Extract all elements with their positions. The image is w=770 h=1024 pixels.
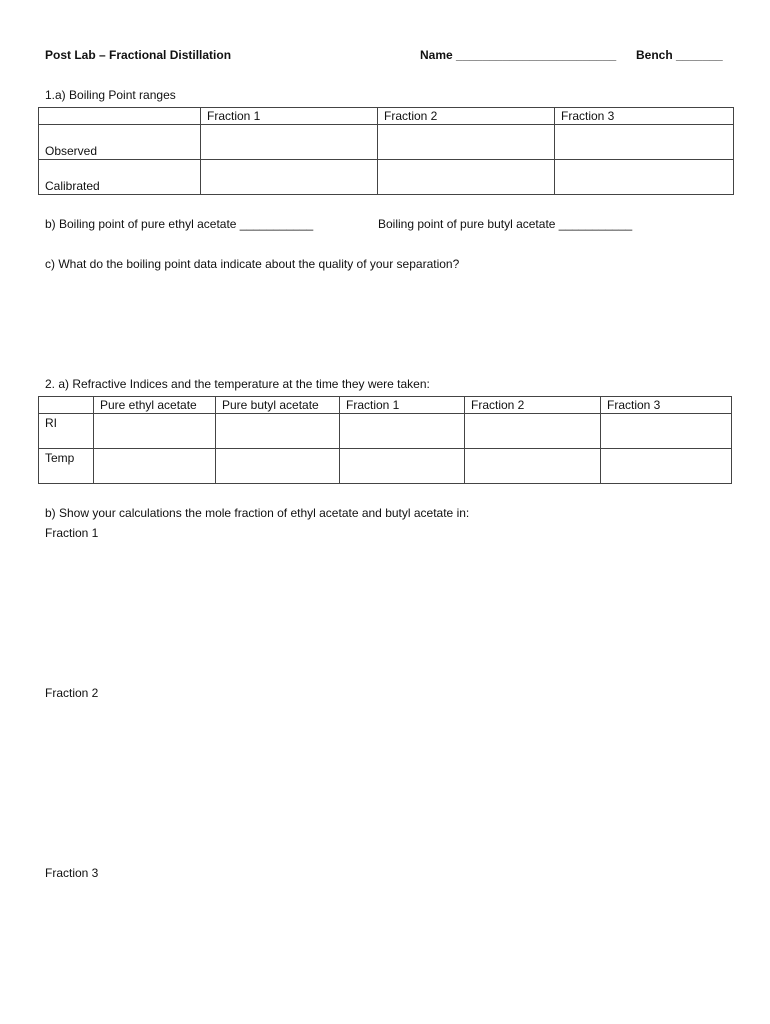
temp-fraction-2-cell[interactable] <box>465 449 601 484</box>
worksheet-title: Post Lab – Fractional Distillation <box>45 48 232 62</box>
q1b-ethyl-acetate-bp[interactable]: b) Boiling point of pure ethyl acetate ___________ <box>45 217 314 231</box>
table-header-cell: Fraction 2 <box>378 108 555 125</box>
observed-fraction-1-cell[interactable] <box>201 125 378 160</box>
bench-field[interactable]: Bench _______ <box>636 48 723 62</box>
q2b-question: b) Show your calculations the mole fraction of ethyl acetate and butyl acetate in: <box>45 506 470 520</box>
fraction-1-label: Fraction 1 <box>45 526 99 540</box>
name-field[interactable]: Name ________________________ <box>420 48 617 62</box>
table-header-cell <box>39 108 201 125</box>
ri-fraction-2-cell[interactable] <box>465 414 601 449</box>
fraction-3-label: Fraction 3 <box>45 866 99 880</box>
table-header-row <box>39 108 734 125</box>
row-label-ri: RI <box>39 414 94 449</box>
table-header-cell <box>39 397 94 414</box>
calibrated-fraction-3-cell[interactable] <box>555 160 734 195</box>
q2a-heading: 2. a) Refractive Indices and the temperature at the time they were taken: <box>45 377 430 391</box>
q1a-heading: 1.a) Boiling Point ranges <box>45 88 176 102</box>
ri-pure-butyl-acetate-cell[interactable] <box>216 414 340 449</box>
table-header-cell: Fraction 3 <box>555 108 734 125</box>
calibrated-fraction-2-cell[interactable] <box>378 160 555 195</box>
row-label-calibrated: Calibrated <box>39 160 201 195</box>
table-header-cell: Fraction 1 <box>201 108 378 125</box>
table-row <box>39 414 732 449</box>
row-label-observed: Observed <box>39 125 201 160</box>
observed-fraction-2-cell[interactable] <box>378 125 555 160</box>
table-header-cell: Fraction 3 <box>601 397 732 414</box>
table-header-row <box>39 397 732 414</box>
table-header-cell: Pure butyl acetate <box>216 397 340 414</box>
table-header-cell: Fraction 1 <box>340 397 465 414</box>
temp-fraction-3-cell[interactable] <box>601 449 732 484</box>
ri-fraction-1-cell[interactable] <box>340 414 465 449</box>
observed-fraction-3-cell[interactable] <box>555 125 734 160</box>
fraction-2-label: Fraction 2 <box>45 686 99 700</box>
boiling-point-table <box>38 107 734 195</box>
temp-pure-ethyl-acetate-cell[interactable] <box>94 449 216 484</box>
ri-pure-ethyl-acetate-cell[interactable] <box>94 414 216 449</box>
refractive-index-table <box>38 396 732 484</box>
ri-fraction-3-cell[interactable] <box>601 414 732 449</box>
q1c-question: c) What do the boiling point data indicate about the quality of your separation? <box>45 257 460 271</box>
table-header-cell: Fraction 2 <box>465 397 601 414</box>
table-row <box>39 449 732 484</box>
table-row <box>39 125 734 160</box>
temp-pure-butyl-acetate-cell[interactable] <box>216 449 340 484</box>
q1b-butyl-acetate-bp[interactable]: Boiling point of pure butyl acetate ___________ <box>378 217 633 231</box>
row-label-temp: Temp <box>39 449 94 484</box>
calibrated-fraction-1-cell[interactable] <box>201 160 378 195</box>
table-row <box>39 160 734 195</box>
temp-fraction-1-cell[interactable] <box>340 449 465 484</box>
table-header-cell: Pure ethyl acetate <box>94 397 216 414</box>
